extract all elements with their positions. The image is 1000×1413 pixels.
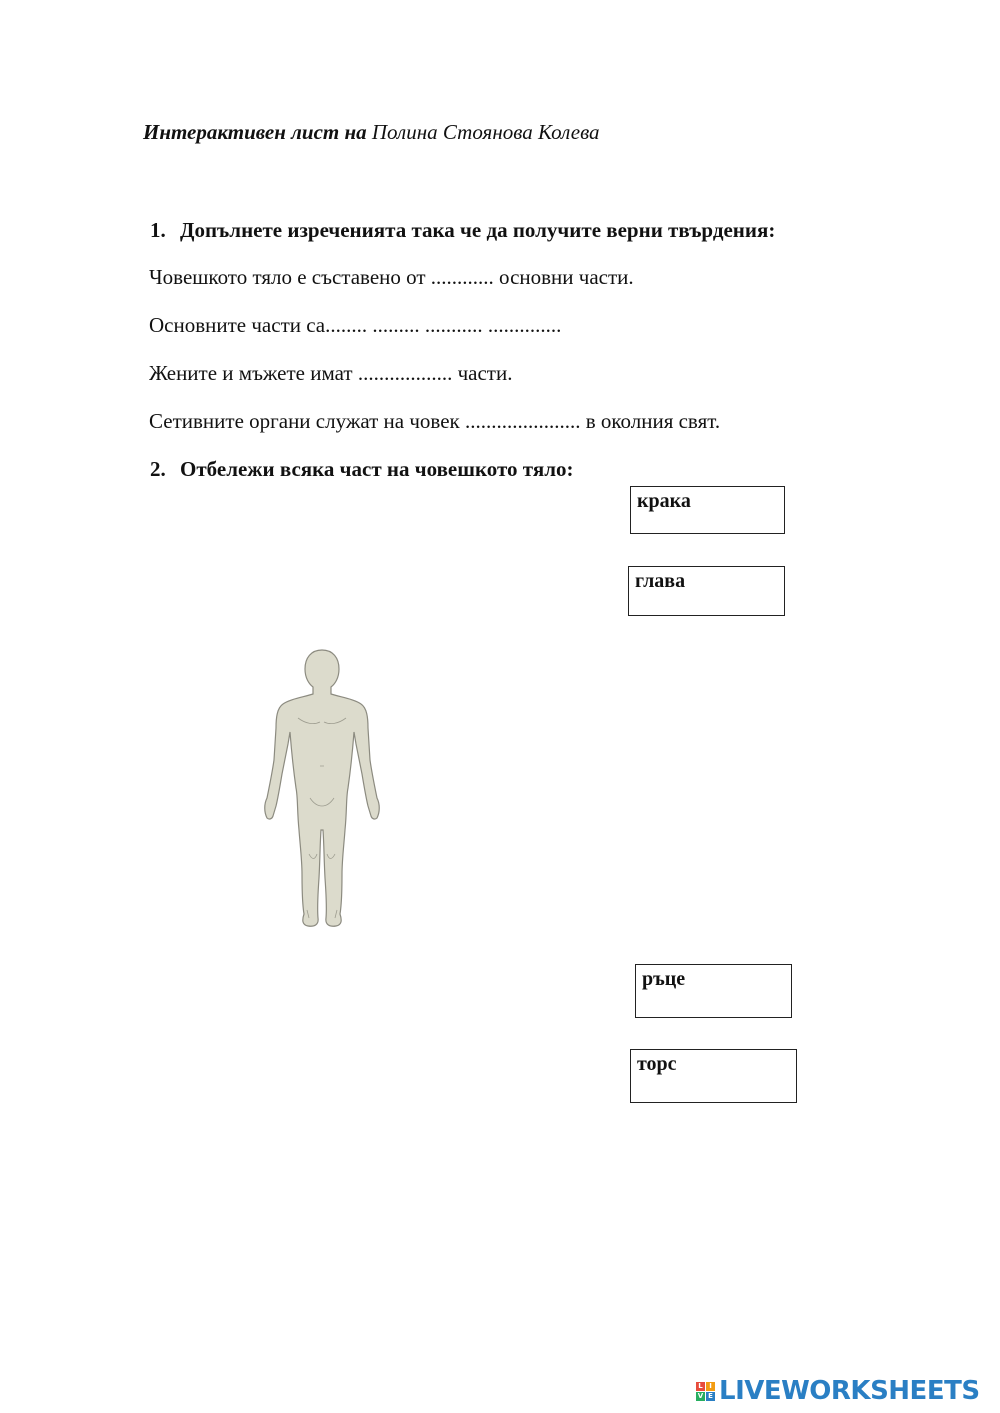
question-2-title xyxy=(150,455,573,483)
label-box-arms[interactable]: ръце xyxy=(635,964,792,1018)
author-name: Полина Стоянова Колева xyxy=(371,120,600,144)
human-body-figure xyxy=(262,648,382,930)
liveworksheets-logo xyxy=(696,1374,980,1408)
logo-block-l: L xyxy=(696,1382,705,1391)
label-box-torso[interactable]: торс xyxy=(630,1049,797,1103)
label-box-head[interactable]: глава xyxy=(628,566,785,616)
logo-blocks xyxy=(696,1382,715,1401)
worksheet-header xyxy=(143,118,600,146)
question-1-text: Допълнете изреченията така че да получите верни твърдения: xyxy=(180,218,776,242)
question-1-number: 1. xyxy=(150,218,166,242)
fill-line-1: Човешкото тяло е съставено от ............ основни части. xyxy=(149,265,634,289)
question-2-number: 2. xyxy=(150,457,166,481)
label-box-legs[interactable]: крака xyxy=(630,486,785,534)
fill-line-3: Жените и мъжете имат .................. части. xyxy=(149,361,513,385)
logo-block-i: I xyxy=(706,1382,715,1391)
fill-line-4: Сетивните органи служат на човек ...................... в околния свят. xyxy=(149,409,721,433)
question-1-title xyxy=(150,216,775,244)
logo-block-e: E xyxy=(706,1392,715,1401)
fill-line-2: Основните части са........ ......... ........... .............. xyxy=(149,313,562,337)
logo-block-v: V xyxy=(697,1391,704,1400)
header-lead: Интерактивен лист на xyxy=(143,120,367,144)
body-silhouette xyxy=(265,650,380,926)
logo-wordmark: LIVEWORKSHEETS xyxy=(719,1376,980,1406)
question-2-text: Отбележи всяка част на човешкото тяло: xyxy=(180,457,574,481)
